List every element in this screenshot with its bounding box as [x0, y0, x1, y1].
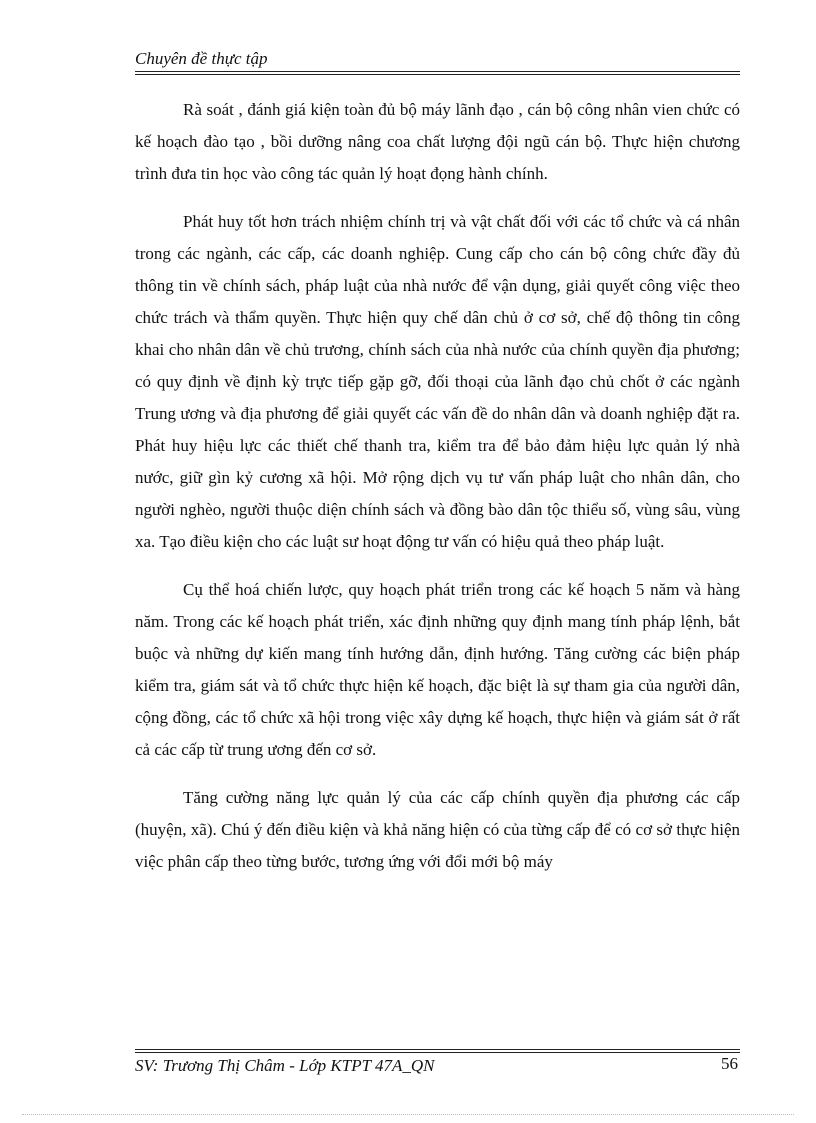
- page-header-title: Chuyên đề thực tập: [135, 49, 268, 68]
- document-body: [135, 94, 740, 894]
- paragraph-4: Tăng cường năng lực quản lý của các cấp chính quyền địa phương các cấp (huyện, xã). Chú ý đến điều kiện và khả năng hiện có của từng cấp để có cơ sở thực hiện việc phân cấp theo từng bước, tương ứng với đổi mới bộ máy: [135, 788, 740, 871]
- paragraph-2: Phát huy tốt hơn trách nhiệm chính trị và vật chất đối với các tổ chức và cá nhân trong các ngành, các cấp, các doanh nghiệp. Cung cấp cho cán bộ công chức đầy đủ thông tin về chính sách, pháp luật của nhà nước để vận dụng, giải quyết công việc theo chức trách và thẩm quyền. Thực hiện quy chế dân chủ ở cơ sở, chế độ thông tin công khai cho nhân dân về chủ trương, chính sách của nhà nước của chính quyền địa phương; có quy định về định kỳ trực tiếp gặp gỡ, đối thoại của lãnh đạo chủ chốt ở các ngành Trung ương và địa phương để giải quyết các vấn đề do nhân dân và doanh nghiệp đặt ra. Phát huy hiệu lực các thiết chế thanh tra, kiểm tra để bảo đảm hiệu lực quản lý nhà nước, giữ gìn kỷ cương xã hội. Mở rộng dịch vụ tư vấn pháp luật cho nhân dân, cho người nghèo, người thuộc diện chính sách và đồng bào dân tộc thiểu số, vùng sâu, vùng xa. Tạo điều kiện cho các luật sư hoạt động tư vấn có hiệu quả theo pháp luật.: [135, 212, 740, 551]
- paragraph-1: Rà soát , đánh giá kiện toàn đủ bộ máy lãnh đạo , cán bộ công nhân vien chức có kế hoạch đào tạo , bồi dưỡng nâng coa chất lượng đội ngũ cán bộ. Thực hiện chương trình đưa tin học vào công tác quản lý hoạt đọng hành chính.: [135, 100, 740, 183]
- header-divider: [135, 71, 740, 72]
- page-bottom-edge: [22, 1114, 794, 1115]
- footer-divider-double: [135, 1052, 740, 1053]
- footer-student-info: SV: Trương Thị Châm - Lớp KTPT 47A_QN: [135, 1056, 435, 1075]
- footer-divider: [135, 1049, 740, 1050]
- paragraph-3: Cụ thể hoá chiến lược, quy hoạch phát triển trong các kế hoạch 5 năm và hàng năm. Trong các kế hoạch phát triển, xác định những quy định mang tính pháp lệnh, bắt buộc và những dự kiến mang tính hướng dẫn, định hướng. Tăng cường các biện pháp kiểm tra, giám sát và tổ chức thực hiện kế hoạch, đặc biệt là sự tham gia của người dân, cộng đồng, các tổ chức xã hội trong việc xây dựng kế hoạch, thực hiện và giám sát ở rất cả các cấp từ trung ương đến cơ sở.: [135, 580, 740, 759]
- header-divider-double: [135, 74, 740, 75]
- page-number: 56: [721, 1054, 738, 1073]
